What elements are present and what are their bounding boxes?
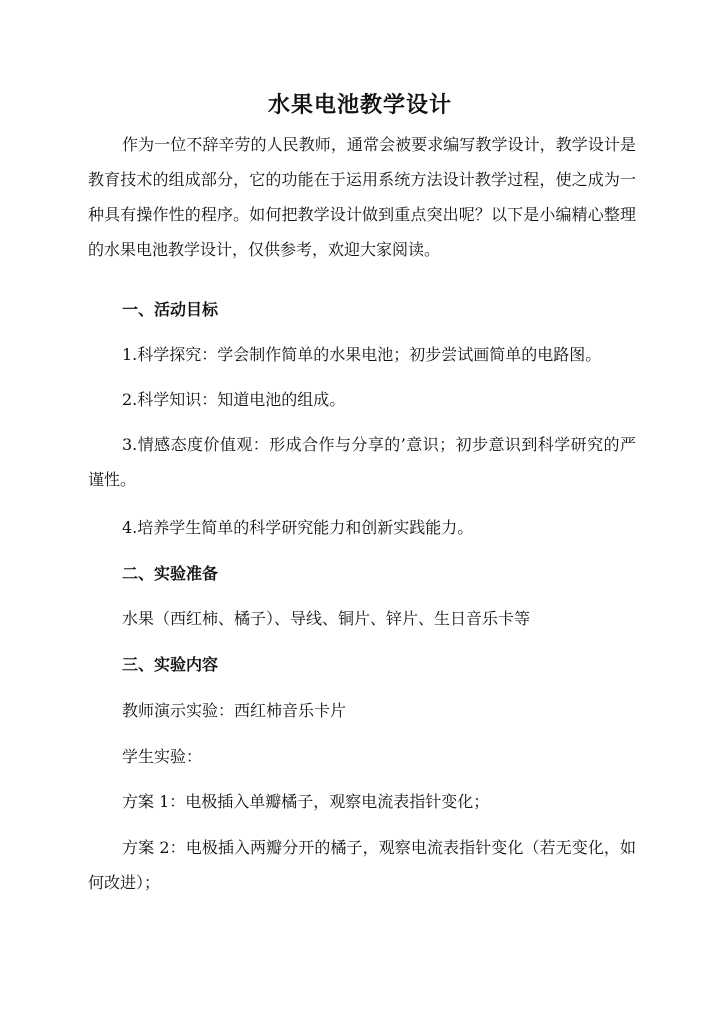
goal-item-4: 4.培养学生简单的科学研究能力和创新实践能力。 <box>122 518 474 537</box>
demo-experiment-text: 教师演示实验：西红柿音乐卡片 <box>122 701 347 720</box>
goal-item-2: 2.科学知识：知道电池的组成。 <box>122 390 346 409</box>
section-heading-preparation: 二、实验准备 <box>122 564 219 583</box>
student-experiment-label: 学生实验： <box>122 747 203 766</box>
preparation-text: 水果（西红柿、橘子）、导线、铜片、锌片、生日音乐卡等 <box>122 609 531 628</box>
goal-item-3: 3.情感态度价值观：形成合作与分享的’意识；初步意识到科学研究的严谨性。 <box>88 435 636 489</box>
plan-2-text: 方案 2：电极插入两瓣分开的橘子，观察电流表指针变化（若无变化，如何改进）； <box>88 838 636 892</box>
goal-item-1: 1.科学探究：学会制作简单的水果电池；初步尝试画简单的电路图。 <box>122 345 602 364</box>
plan-1-text: 方案 1：电极插入单瓣橘子，观察电流表指针变化； <box>122 792 490 811</box>
page-title: 水果电池教学设计 <box>267 93 452 118</box>
section-heading-content: 三、实验内容 <box>122 655 219 674</box>
intro-paragraph: 作为一位不辞辛劳的人民教师，通常会被要求编写教学设计，教学设计是教育技术的组成部分，它的功能在于运用系统方法设计教学过程，使之成为一种具有操作性的程序。如何把教学设计做到重点突出呢？以下是小编精心整理的水果电池教学设计，仅供参考，欢迎大家阅读。 <box>88 135 636 259</box>
section-heading-goals: 一、活动目标 <box>122 300 219 319</box>
